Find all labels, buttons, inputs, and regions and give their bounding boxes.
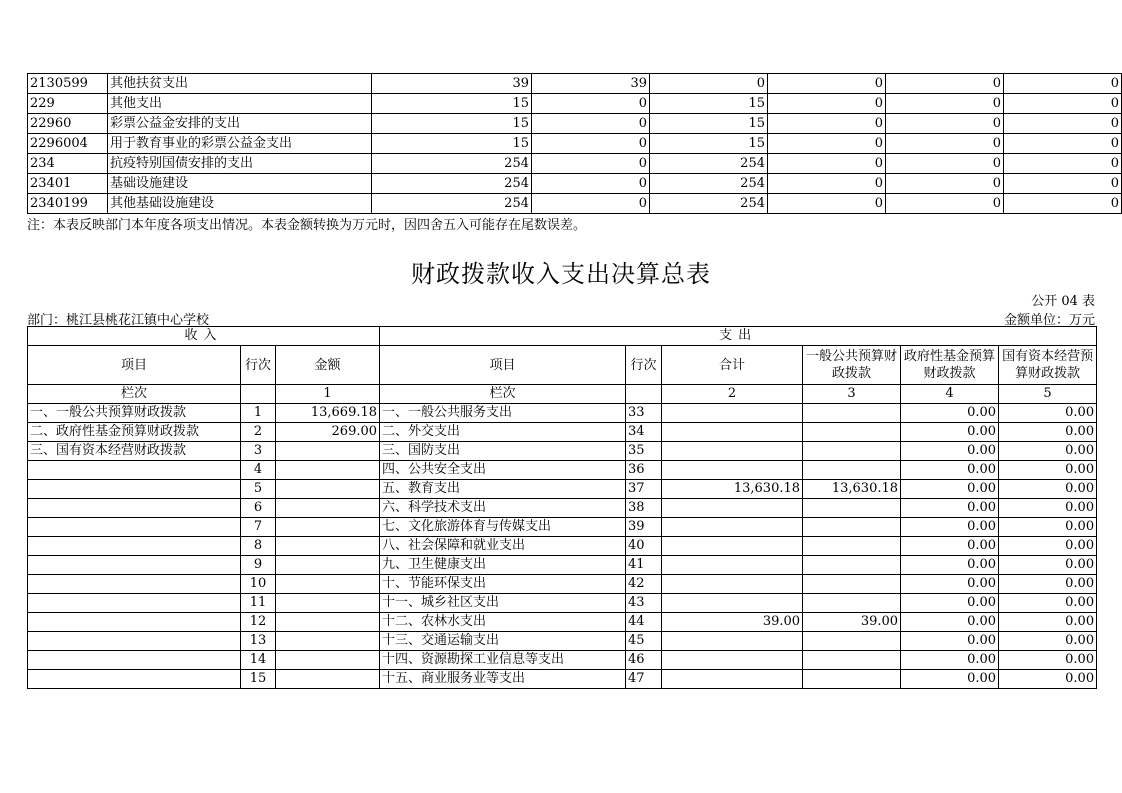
subject-name: 其他支出	[108, 94, 372, 114]
income-row-number: 14	[241, 651, 276, 670]
income-row-number: 9	[241, 556, 276, 575]
table-row	[28, 442, 1097, 461]
amount-cell-v3: 0	[650, 74, 768, 94]
general-budget-amount	[803, 670, 901, 689]
income-row-number: 13	[241, 632, 276, 651]
amount-cell-v4: 0	[768, 134, 886, 154]
income-row-number: 1	[241, 404, 276, 423]
gov-fund-amount: 0.00	[901, 442, 999, 461]
gov-fund-amount: 0.00	[901, 518, 999, 537]
amount-cell-v3: 254	[650, 194, 768, 214]
table-row	[28, 94, 1122, 114]
expense-total	[662, 537, 803, 556]
amount-cell-v4: 0	[768, 174, 886, 194]
state-capital-amount: 0.00	[999, 537, 1097, 556]
expense-row-number: 41	[626, 556, 662, 575]
expense-total	[662, 651, 803, 670]
expense-row-number: 35	[626, 442, 662, 461]
income-amount	[276, 499, 380, 518]
amount-cell-v3: 254	[650, 154, 768, 174]
income-section-header: 收入	[28, 327, 380, 346]
amount-cell-v5: 0	[886, 114, 1004, 134]
income-amount	[276, 613, 380, 632]
amount-cell-v6: 0	[1004, 194, 1122, 214]
expense-total	[662, 404, 803, 423]
table-row	[28, 632, 1097, 651]
expense-row-number: 44	[626, 613, 662, 632]
general-budget-amount	[803, 575, 901, 594]
amount-cell-v1: 254	[372, 194, 532, 214]
income-row-number: 12	[241, 613, 276, 632]
general-budget-amount: 39.00	[803, 613, 901, 632]
col-income-item: 项目	[28, 346, 241, 385]
col-expense-item: 项目	[380, 346, 626, 385]
expense-total: 39.00	[662, 613, 803, 632]
table-row	[28, 556, 1097, 575]
amount-cell-v5: 0	[886, 174, 1004, 194]
fiscal-summary-table	[27, 326, 1097, 689]
expense-row-number: 46	[626, 651, 662, 670]
col-income-row: 行次	[241, 346, 276, 385]
amount-cell-v2: 0	[532, 194, 650, 214]
expense-item: 四、公共安全支出	[380, 461, 626, 480]
table-row	[28, 480, 1097, 499]
subject-code: 229	[28, 94, 108, 114]
col-state-capital: 国有资本经营预算财政拨款	[999, 346, 1097, 385]
expense-item: 十二、农林水支出	[380, 613, 626, 632]
income-item	[28, 594, 241, 613]
income-amount	[276, 651, 380, 670]
income-item	[28, 632, 241, 651]
expense-section-header: 支出	[380, 327, 1097, 346]
income-item	[28, 670, 241, 689]
expense-total: 13,630.18	[662, 480, 803, 499]
table-row	[28, 74, 1122, 94]
table-row	[28, 423, 1097, 442]
state-capital-amount: 0.00	[999, 651, 1097, 670]
department-label: 部门：桃江县桃花江镇中心学校	[27, 313, 210, 328]
amount-cell-v6: 0	[1004, 154, 1122, 174]
gov-fund-amount: 0.00	[901, 632, 999, 651]
state-capital-amount: 0.00	[999, 480, 1097, 499]
table-row	[28, 575, 1097, 594]
gov-fund-amount: 0.00	[901, 423, 999, 442]
amount-cell-v1: 15	[372, 94, 532, 114]
amount-cell-v1: 15	[372, 114, 532, 134]
general-budget-amount	[803, 404, 901, 423]
general-budget-amount	[803, 423, 901, 442]
general-budget-amount	[803, 537, 901, 556]
income-row-number: 10	[241, 575, 276, 594]
amount-cell-v4: 0	[768, 94, 886, 114]
gov-fund-amount: 0.00	[901, 480, 999, 499]
table-row	[28, 114, 1122, 134]
income-amount	[276, 518, 380, 537]
general-budget-amount	[803, 651, 901, 670]
table-row	[28, 461, 1097, 480]
expense-row-number: 47	[626, 670, 662, 689]
table-row	[28, 134, 1122, 154]
income-amount	[276, 442, 380, 461]
state-capital-amount: 0.00	[999, 404, 1097, 423]
expense-item: 十一、城乡社区支出	[380, 594, 626, 613]
subject-code: 2130599	[28, 74, 108, 94]
income-item: 一、一般公共预算财政拨款	[28, 404, 241, 423]
income-row-number: 11	[241, 594, 276, 613]
amount-cell-v1: 254	[372, 154, 532, 174]
expense-total	[662, 670, 803, 689]
subject-name: 基础设施建设	[108, 174, 372, 194]
amount-cell-v1: 39	[372, 74, 532, 94]
income-item	[28, 575, 241, 594]
income-amount	[276, 632, 380, 651]
gov-fund-amount: 0.00	[901, 613, 999, 632]
col-index-4: 4	[901, 385, 999, 404]
col-income-amount: 金额	[276, 346, 380, 385]
amount-cell-v4: 0	[768, 154, 886, 174]
income-item	[28, 651, 241, 670]
amount-cell-v6: 0	[1004, 74, 1122, 94]
expense-item: 八、社会保障和就业支出	[380, 537, 626, 556]
state-capital-amount: 0.00	[999, 670, 1097, 689]
income-item	[28, 613, 241, 632]
state-capital-amount: 0.00	[999, 499, 1097, 518]
expense-total	[662, 632, 803, 651]
table-row	[28, 537, 1097, 556]
fiscal-summary-body	[28, 404, 1097, 689]
income-item	[28, 518, 241, 537]
expense-total	[662, 499, 803, 518]
income-amount	[276, 556, 380, 575]
table-row	[28, 670, 1097, 689]
gov-fund-amount: 0.00	[901, 651, 999, 670]
income-item	[28, 537, 241, 556]
amount-cell-v5: 0	[886, 134, 1004, 154]
amount-cell-v5: 0	[886, 94, 1004, 114]
table-row	[28, 518, 1097, 537]
income-amount	[276, 575, 380, 594]
gov-fund-amount: 0.00	[901, 461, 999, 480]
amount-cell-v2: 0	[532, 154, 650, 174]
amount-cell-v3: 15	[650, 94, 768, 114]
col-index-5: 5	[999, 385, 1097, 404]
amount-cell-v5: 0	[886, 194, 1004, 214]
amount-cell-v4: 0	[768, 194, 886, 214]
general-budget-amount	[803, 442, 901, 461]
expense-item: 六、科学技术支出	[380, 499, 626, 518]
amount-cell-v4: 0	[768, 114, 886, 134]
amount-cell-v3: 15	[650, 134, 768, 154]
col-index-label: 栏次	[28, 385, 241, 404]
amount-cell-v1: 15	[372, 134, 532, 154]
expense-item: 一、一般公共服务支出	[380, 404, 626, 423]
page-title: 财政拨款收入支出决算总表	[411, 260, 711, 288]
expense-row-number: 40	[626, 537, 662, 556]
expense-row-number: 38	[626, 499, 662, 518]
table-row	[28, 499, 1097, 518]
income-row-number: 15	[241, 670, 276, 689]
income-item: 三、国有资本经营财政拨款	[28, 442, 241, 461]
state-capital-amount: 0.00	[999, 556, 1097, 575]
subject-code: 234	[28, 154, 108, 174]
expenditure-detail-body	[28, 74, 1122, 214]
amount-cell-v2: 0	[532, 174, 650, 194]
income-amount	[276, 480, 380, 499]
table-row	[28, 174, 1122, 194]
col-index-2: 2	[662, 385, 803, 404]
amount-cell-v2: 0	[532, 94, 650, 114]
amount-cell-v6: 0	[1004, 114, 1122, 134]
income-item	[28, 499, 241, 518]
expense-row-number: 39	[626, 518, 662, 537]
expense-row-number: 43	[626, 594, 662, 613]
expense-row-number: 42	[626, 575, 662, 594]
general-budget-amount	[803, 518, 901, 537]
amount-cell-v2: 0	[532, 134, 650, 154]
subject-code: 2340199	[28, 194, 108, 214]
table-row	[28, 594, 1097, 613]
income-amount	[276, 670, 380, 689]
table-row	[28, 194, 1122, 214]
expense-total	[662, 575, 803, 594]
general-budget-amount	[803, 556, 901, 575]
expense-row-number: 36	[626, 461, 662, 480]
state-capital-amount: 0.00	[999, 613, 1097, 632]
income-item	[28, 556, 241, 575]
amount-unit-label: 金额单位：万元	[1003, 313, 1095, 328]
table-row	[28, 651, 1097, 670]
expense-total	[662, 556, 803, 575]
expense-row-number: 45	[626, 632, 662, 651]
income-row-number: 6	[241, 499, 276, 518]
general-budget-amount	[803, 632, 901, 651]
expense-total	[662, 461, 803, 480]
expense-row-number: 33	[626, 404, 662, 423]
expense-item: 七、文化旅游体育与传媒支出	[380, 518, 626, 537]
table-row	[28, 404, 1097, 423]
subject-code: 23401	[28, 174, 108, 194]
income-amount	[276, 537, 380, 556]
expense-item: 三、国防支出	[380, 442, 626, 461]
income-amount	[276, 461, 380, 480]
section-header-row	[28, 327, 1097, 346]
amount-cell-v5: 0	[886, 154, 1004, 174]
expense-item: 十、节能环保支出	[380, 575, 626, 594]
subject-name: 其他扶贫支出	[108, 74, 372, 94]
amount-cell-v6: 0	[1004, 94, 1122, 114]
gov-fund-amount: 0.00	[901, 575, 999, 594]
column-index-row	[28, 385, 1097, 404]
income-item: 二、政府性基金预算财政拨款	[28, 423, 241, 442]
income-row-number: 7	[241, 518, 276, 537]
expense-item: 十三、交通运输支出	[380, 632, 626, 651]
general-budget-amount	[803, 594, 901, 613]
general-budget-amount	[803, 461, 901, 480]
col-expense-row: 行次	[626, 346, 662, 385]
income-row-number: 8	[241, 537, 276, 556]
expense-item: 二、外交支出	[380, 423, 626, 442]
income-row-number: 3	[241, 442, 276, 461]
income-amount: 13,669.18	[276, 404, 380, 423]
col-gov-fund: 政府性基金预算财政拨款	[901, 346, 999, 385]
general-budget-amount	[803, 499, 901, 518]
amount-cell-v6: 0	[1004, 134, 1122, 154]
subject-name: 用于教育事业的彩票公益金支出	[108, 134, 372, 154]
col-index-label-2: 栏次	[380, 385, 626, 404]
amount-cell-v1: 254	[372, 174, 532, 194]
column-header-row	[28, 346, 1097, 385]
subject-code: 2296004	[28, 134, 108, 154]
amount-cell-v2: 39	[532, 74, 650, 94]
income-amount: 269.00	[276, 423, 380, 442]
income-item	[28, 461, 241, 480]
table-row	[28, 613, 1097, 632]
gov-fund-amount: 0.00	[901, 537, 999, 556]
col-general-budget: 一般公共预算财政拨款	[803, 346, 901, 385]
income-item	[28, 480, 241, 499]
gov-fund-amount: 0.00	[901, 670, 999, 689]
subject-code: 22960	[28, 114, 108, 134]
state-capital-amount: 0.00	[999, 423, 1097, 442]
expense-total	[662, 423, 803, 442]
amount-cell-v2: 0	[532, 114, 650, 134]
expense-item: 十五、商业服务业等支出	[380, 670, 626, 689]
state-capital-amount: 0.00	[999, 442, 1097, 461]
subject-name: 抗疫特别国债安排的支出	[108, 154, 372, 174]
income-row-number: 4	[241, 461, 276, 480]
subject-name: 彩票公益金安排的支出	[108, 114, 372, 134]
col-index-empty-2	[626, 385, 662, 404]
income-row-number: 2	[241, 423, 276, 442]
state-capital-amount: 0.00	[999, 632, 1097, 651]
col-total: 合计	[662, 346, 803, 385]
state-capital-amount: 0.00	[999, 575, 1097, 594]
form-number: 公开 04 表	[1031, 294, 1095, 309]
table-row	[28, 154, 1122, 174]
amount-cell-v3: 15	[650, 114, 768, 134]
expense-item: 十四、资源勘探工业信息等支出	[380, 651, 626, 670]
state-capital-amount: 0.00	[999, 518, 1097, 537]
col-index-empty	[241, 385, 276, 404]
gov-fund-amount: 0.00	[901, 556, 999, 575]
income-row-number: 5	[241, 480, 276, 499]
gov-fund-amount: 0.00	[901, 404, 999, 423]
gov-fund-amount: 0.00	[901, 499, 999, 518]
expenditure-detail-table	[27, 73, 1122, 214]
expense-row-number: 37	[626, 480, 662, 499]
col-index-1: 1	[276, 385, 380, 404]
amount-cell-v6: 0	[1004, 174, 1122, 194]
table-note: 注：本表反映部门本年度各项支出情况。本表金额转换为万元时，因四舍五入可能存在尾数误差。	[27, 218, 587, 233]
expense-item: 九、卫生健康支出	[380, 556, 626, 575]
expense-total	[662, 594, 803, 613]
state-capital-amount: 0.00	[999, 594, 1097, 613]
amount-cell-v5: 0	[886, 74, 1004, 94]
amount-cell-v4: 0	[768, 74, 886, 94]
general-budget-amount: 13,630.18	[803, 480, 901, 499]
amount-cell-v3: 254	[650, 174, 768, 194]
expense-row-number: 34	[626, 423, 662, 442]
state-capital-amount: 0.00	[999, 461, 1097, 480]
income-amount	[276, 594, 380, 613]
expense-item: 五、教育支出	[380, 480, 626, 499]
subject-name: 其他基础设施建设	[108, 194, 372, 214]
gov-fund-amount: 0.00	[901, 594, 999, 613]
expense-total	[662, 518, 803, 537]
expense-total	[662, 442, 803, 461]
col-index-3: 3	[803, 385, 901, 404]
